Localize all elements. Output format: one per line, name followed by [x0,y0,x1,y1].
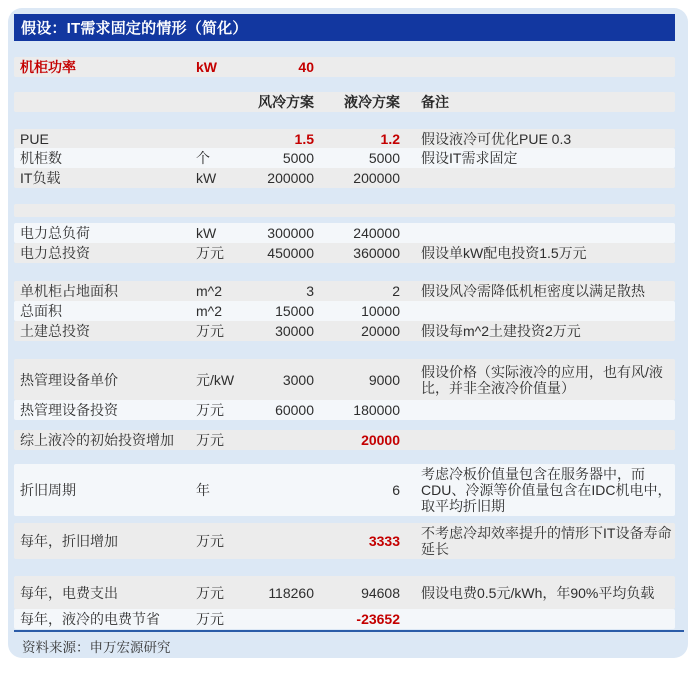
row-label: 机柜功率 [20,59,76,75]
row-label: 每年，折旧增加 [20,533,118,549]
table-row [14,609,675,629]
table-title: 假设：IT需求固定的情形（简化） [21,20,248,37]
table-row [14,148,675,168]
table-row [14,281,675,301]
air-cooling-value: 300000 [267,225,314,241]
row-label: 折旧周期 [20,482,76,498]
row-unit: 万元 [196,402,224,418]
row-unit: 万元 [196,584,224,601]
air-cooling-value: 5000 [282,150,314,166]
liquid-cooling-value: 180000 [353,402,400,418]
row-unit: 万元 [196,533,224,549]
row-unit: m^2 [196,283,223,299]
row-note: 假设IT需求固定 [421,150,518,166]
row-label: 总面积 [20,303,62,319]
row-label: 综上液冷的初始投资增加 [20,432,174,448]
row-note: 假设液冷可优化PUE 0.3 [421,130,572,147]
air-cooling-value: 30000 [275,323,314,339]
table-title-bar [14,14,675,41]
table-row [14,523,675,559]
row-unit: 万元 [196,611,224,627]
air-cooling-value: 1.5 [294,130,314,147]
table-row [14,400,675,420]
row-label: 土建总投资 [20,323,90,339]
table-row [14,301,675,321]
cabinet-power-value: 40 [298,59,314,75]
cabinet-power-row [14,57,675,77]
liquid-cooling-value: 20000 [361,432,400,448]
liquid-cooling-value: 5000 [368,150,400,166]
row-note: 假设电费0.5元/kWh，年90%平均负载 [421,584,655,601]
air-cooling-value: 60000 [275,402,314,418]
liquid-cooling-value: 360000 [353,245,400,261]
table-row [14,359,675,400]
liquid-cooling-value: 6 [392,482,400,498]
row-unit: m^2 [196,303,223,319]
row-note: 假设单kW配电投资1.5万元 [421,245,587,261]
air-cooling-value: 450000 [267,245,314,261]
blank-row-band [14,204,675,217]
row-unit: 万元 [196,432,224,448]
liquid-cooling-value: 200000 [353,170,400,186]
column-header-row [14,92,675,112]
table-row [14,243,675,263]
air-cooling-value: 3000 [282,371,314,388]
row-unit: 个 [196,150,210,166]
liquid-cooling-value: 2 [392,283,400,299]
table-row [14,321,675,341]
notes-column-header: 备注 [421,94,449,110]
liquid-cooling-value: 9000 [368,371,400,388]
assumption-table-card [8,8,688,658]
row-label: 电力总负荷 [20,225,90,241]
table-row [14,223,675,243]
row-label: 每年，液冷的电费节省 [20,611,160,627]
row-note: 假设价格（实际液冷的应用，也有风/液比，并非全液冷价值量） [421,363,663,396]
row-note: 假设风冷需降低机柜密度以满足散热 [421,283,645,299]
row-unit: 年 [196,482,210,498]
air-cooling-column-header: 风冷方案 [258,94,314,110]
liquid-cooling-value: 20000 [361,323,400,339]
row-label: 热管理设备单价 [20,371,118,388]
row-label: 热管理设备投资 [20,402,118,418]
row-note: 假设每m^2土建投资2万元 [421,323,581,339]
data-source-caption: 资料来源：申万宏源研究 [22,640,171,655]
row-label: 电力总投资 [20,245,90,261]
row-note: 不考虑冷却效率提升的情形下IT设备寿命延长 [421,525,672,557]
liquid-cooling-column-header: 液冷方案 [344,94,400,110]
row-label: 每年，电费支出 [20,584,118,601]
row-label: 单机柜占地面积 [20,283,118,299]
row-label: IT负载 [20,170,61,186]
row-unit: 万元 [196,245,224,261]
liquid-cooling-value: 94608 [361,584,400,601]
table-body [14,129,675,629]
air-cooling-value: 200000 [267,170,314,186]
liquid-cooling-value: 1.2 [380,130,400,147]
air-cooling-value: 3 [306,283,314,299]
row-unit: 万元 [196,323,224,339]
row-label: 机柜数 [20,150,62,166]
table-row [14,430,675,450]
liquid-cooling-value: 240000 [353,225,400,241]
table-row [14,464,675,516]
row-label: PUE [20,130,49,147]
table-row [14,576,675,609]
row-unit: 元/kW [196,371,235,388]
row-unit: kW [196,225,217,241]
liquid-cooling-value: -23652 [356,611,400,627]
liquid-cooling-value: 10000 [361,303,400,319]
table-row [14,129,675,148]
row-unit: kW [196,59,217,75]
liquid-cooling-value: 3333 [368,533,400,549]
air-cooling-value: 118260 [268,584,314,601]
table-row [14,168,675,188]
air-cooling-value: 15000 [275,303,314,319]
row-unit: kW [196,170,217,186]
row-note: 考虑冷板价值量包含在服务器中，而CDU、冷源等价值量包含在IDC机电中，取平均折旧期 [421,466,672,514]
